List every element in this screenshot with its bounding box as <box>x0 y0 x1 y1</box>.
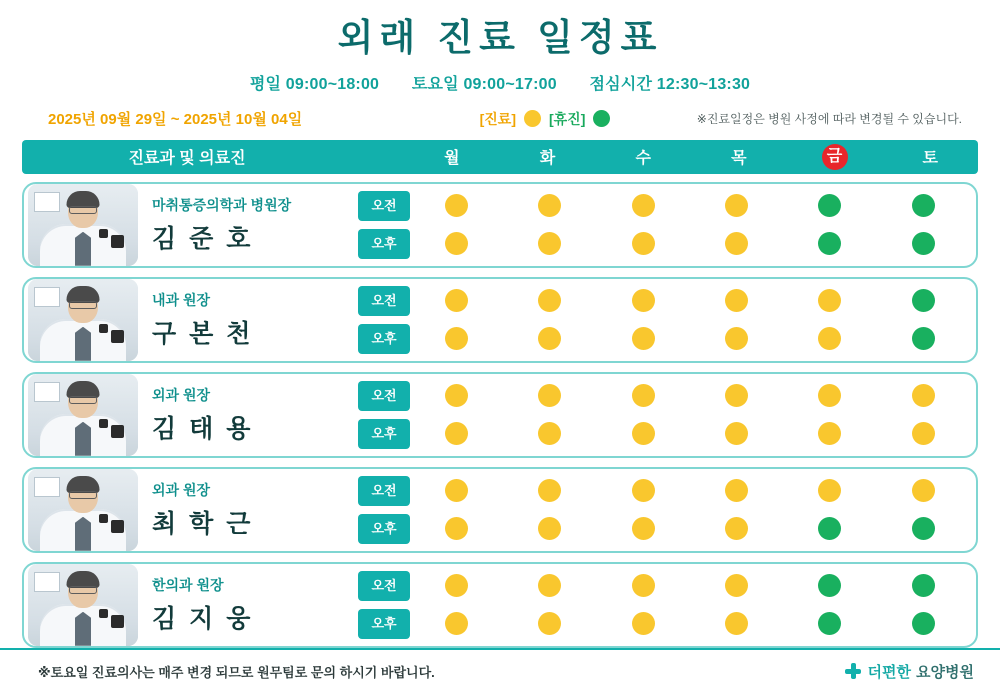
doctor-dept: 한의과 원장 <box>152 576 224 593</box>
period-label-pm: 오후 <box>358 324 410 354</box>
doctor-name: 최 학 근 <box>152 509 254 538</box>
hours-saturday: 토요일 09:00~17:00 <box>411 75 557 93</box>
availability-grid <box>358 469 976 551</box>
slot-cell[interactable] <box>690 384 783 407</box>
slot-cell[interactable] <box>597 289 690 312</box>
slot-cell[interactable] <box>503 194 596 217</box>
availability-grid <box>358 184 976 266</box>
slot-cell[interactable] <box>597 517 690 540</box>
slot-cell[interactable] <box>783 194 876 217</box>
doctor-photo <box>28 564 138 646</box>
period-label-am: 오전 <box>358 381 410 411</box>
doctor-name: 김 지 웅 <box>152 604 254 633</box>
hours-lunch: 점심시간 12:30~13:30 <box>589 75 751 93</box>
doctor-dept: 내과 원장 <box>152 291 210 308</box>
period-label-pm: 오후 <box>358 229 410 259</box>
slot-cell[interactable] <box>410 479 503 502</box>
slot-cell[interactable] <box>690 422 783 445</box>
opening-hours <box>0 71 1000 94</box>
slot-cell[interactable] <box>410 327 503 350</box>
doctor-photo <box>28 279 138 361</box>
header-day-thu: 목 <box>731 150 747 168</box>
doctor-info <box>142 385 358 445</box>
slot-cell[interactable] <box>410 232 503 255</box>
slot-cell[interactable] <box>877 194 970 217</box>
slot-cell[interactable] <box>877 517 970 540</box>
doctor-dept: 외과 원장 <box>152 481 210 498</box>
info-bar <box>0 108 1000 130</box>
period-label-am: 오전 <box>358 286 410 316</box>
brand-name-left: 더편한 <box>867 663 912 681</box>
doctor-name: 김 태 용 <box>152 414 254 443</box>
slot-cell[interactable] <box>503 612 596 635</box>
slot-cell[interactable] <box>410 384 503 407</box>
doctor-photo <box>28 184 138 266</box>
slot-cell[interactable] <box>503 574 596 597</box>
slot-cell[interactable] <box>597 422 690 445</box>
pm-row <box>358 323 970 355</box>
table-row <box>22 277 978 363</box>
doctor-name: 김 준 호 <box>152 224 254 253</box>
slot-cell[interactable] <box>503 384 596 407</box>
doctor-name: 구 본 천 <box>152 319 254 348</box>
slot-cell[interactable] <box>410 194 503 217</box>
availability-grid <box>358 374 976 456</box>
legend <box>428 109 662 129</box>
slot-cell[interactable] <box>690 289 783 312</box>
period-label-am: 오전 <box>358 476 410 506</box>
slot-cell[interactable] <box>410 422 503 445</box>
slot-cell[interactable] <box>410 612 503 635</box>
slot-cell[interactable] <box>503 479 596 502</box>
slot-cell[interactable] <box>597 479 690 502</box>
footer-note: ※토요일 진료의사는 매주 변경 되므로 원무팀로 문의 하시기 바랍니다. <box>38 664 435 680</box>
header-day-wed: 수 <box>635 150 651 168</box>
slot-cell[interactable] <box>783 384 876 407</box>
am-row <box>358 475 970 507</box>
table-header-row <box>22 140 978 174</box>
am-row <box>358 190 970 222</box>
period-range: 2025년 09월 29일 ~ 2025년 10월 04일 <box>48 111 303 129</box>
doctor-info <box>142 480 358 540</box>
slot-cell[interactable] <box>783 289 876 312</box>
period-label-pm: 오후 <box>358 419 410 449</box>
slot-cell[interactable] <box>690 327 783 350</box>
table-row <box>22 562 978 648</box>
slot-cell[interactable] <box>877 384 970 407</box>
slot-cell[interactable] <box>783 327 876 350</box>
period-label-am: 오전 <box>358 571 410 601</box>
slot-cell[interactable] <box>597 612 690 635</box>
slot-cell[interactable] <box>410 517 503 540</box>
period-label-pm: 오후 <box>358 609 410 639</box>
footer <box>0 648 1000 692</box>
period-label-pm: 오후 <box>358 514 410 544</box>
doctor-photo <box>28 469 138 551</box>
doctor-dept: 마취통증의학과 병원장 <box>152 196 292 213</box>
slot-cell[interactable] <box>597 194 690 217</box>
slot-cell[interactable] <box>877 232 970 255</box>
page-title: 외래 진료 일정표 <box>337 17 663 58</box>
am-row <box>358 285 970 317</box>
doctor-dept: 외과 원장 <box>152 386 210 403</box>
hospital-logo <box>843 661 974 682</box>
doctor-info <box>142 290 358 350</box>
table-row <box>22 467 978 553</box>
legend-open-dot-icon <box>524 110 541 127</box>
slot-cell[interactable] <box>597 327 690 350</box>
slot-cell[interactable] <box>690 612 783 635</box>
slot-cell[interactable] <box>877 574 970 597</box>
slot-cell[interactable] <box>410 289 503 312</box>
doctor-info <box>142 195 358 255</box>
doctor-photo <box>28 374 138 456</box>
slot-cell[interactable] <box>783 232 876 255</box>
slot-cell[interactable] <box>597 384 690 407</box>
slot-cell[interactable] <box>783 612 876 635</box>
hours-weekday: 평일 09:00~18:00 <box>249 75 380 93</box>
slot-cell[interactable] <box>503 232 596 255</box>
slot-cell[interactable] <box>503 289 596 312</box>
availability-grid <box>358 564 976 646</box>
today-highlight: 금 <box>822 144 848 170</box>
slot-cell[interactable] <box>503 422 596 445</box>
header-day-sat: 토 <box>922 150 938 168</box>
slot-cell[interactable] <box>690 517 783 540</box>
schedule-change-note: ※진료일정은 병원 사정에 따라 변경될 수 있습니다. <box>696 112 962 127</box>
slot-cell[interactable] <box>690 232 783 255</box>
header-day-tue: 화 <box>539 150 556 168</box>
slot-cell[interactable] <box>877 327 970 350</box>
availability-grid <box>358 279 976 361</box>
header-day-fri <box>787 144 883 170</box>
medical-cross-icon <box>843 661 863 681</box>
slot-cell[interactable] <box>690 574 783 597</box>
slot-cell[interactable] <box>597 574 690 597</box>
slot-cell[interactable] <box>690 479 783 502</box>
am-row <box>358 570 970 602</box>
legend-open-label: [진료] <box>479 110 516 127</box>
slot-cell[interactable] <box>503 327 596 350</box>
slot-cell[interactable] <box>597 232 690 255</box>
doctor-info <box>142 575 358 635</box>
brand-name-right: 요양병원 <box>916 663 974 681</box>
slot-cell[interactable] <box>877 289 970 312</box>
pm-row <box>358 228 970 260</box>
slot-cell[interactable] <box>877 612 970 635</box>
am-row <box>358 380 970 412</box>
slot-cell[interactable] <box>783 422 876 445</box>
slot-cell[interactable] <box>783 479 876 502</box>
slot-cell[interactable] <box>690 194 783 217</box>
header-day-mon: 월 <box>444 150 460 168</box>
table-row <box>22 372 978 458</box>
doctor-rows <box>22 182 978 648</box>
slot-cell[interactable] <box>783 574 876 597</box>
legend-closed-label: [휴진] <box>549 110 586 127</box>
table-row <box>22 182 978 268</box>
legend-closed-dot-icon <box>593 110 610 127</box>
pm-row <box>358 608 970 640</box>
slot-cell[interactable] <box>503 517 596 540</box>
slot-cell[interactable] <box>410 574 503 597</box>
slot-cell[interactable] <box>877 422 970 445</box>
header-dept-column: 진료과 및 의료진 <box>128 150 246 168</box>
pm-row <box>358 418 970 450</box>
slot-cell[interactable] <box>877 479 970 502</box>
period-label-am: 오전 <box>358 191 410 221</box>
pm-row <box>358 513 970 545</box>
slot-cell[interactable] <box>783 517 876 540</box>
